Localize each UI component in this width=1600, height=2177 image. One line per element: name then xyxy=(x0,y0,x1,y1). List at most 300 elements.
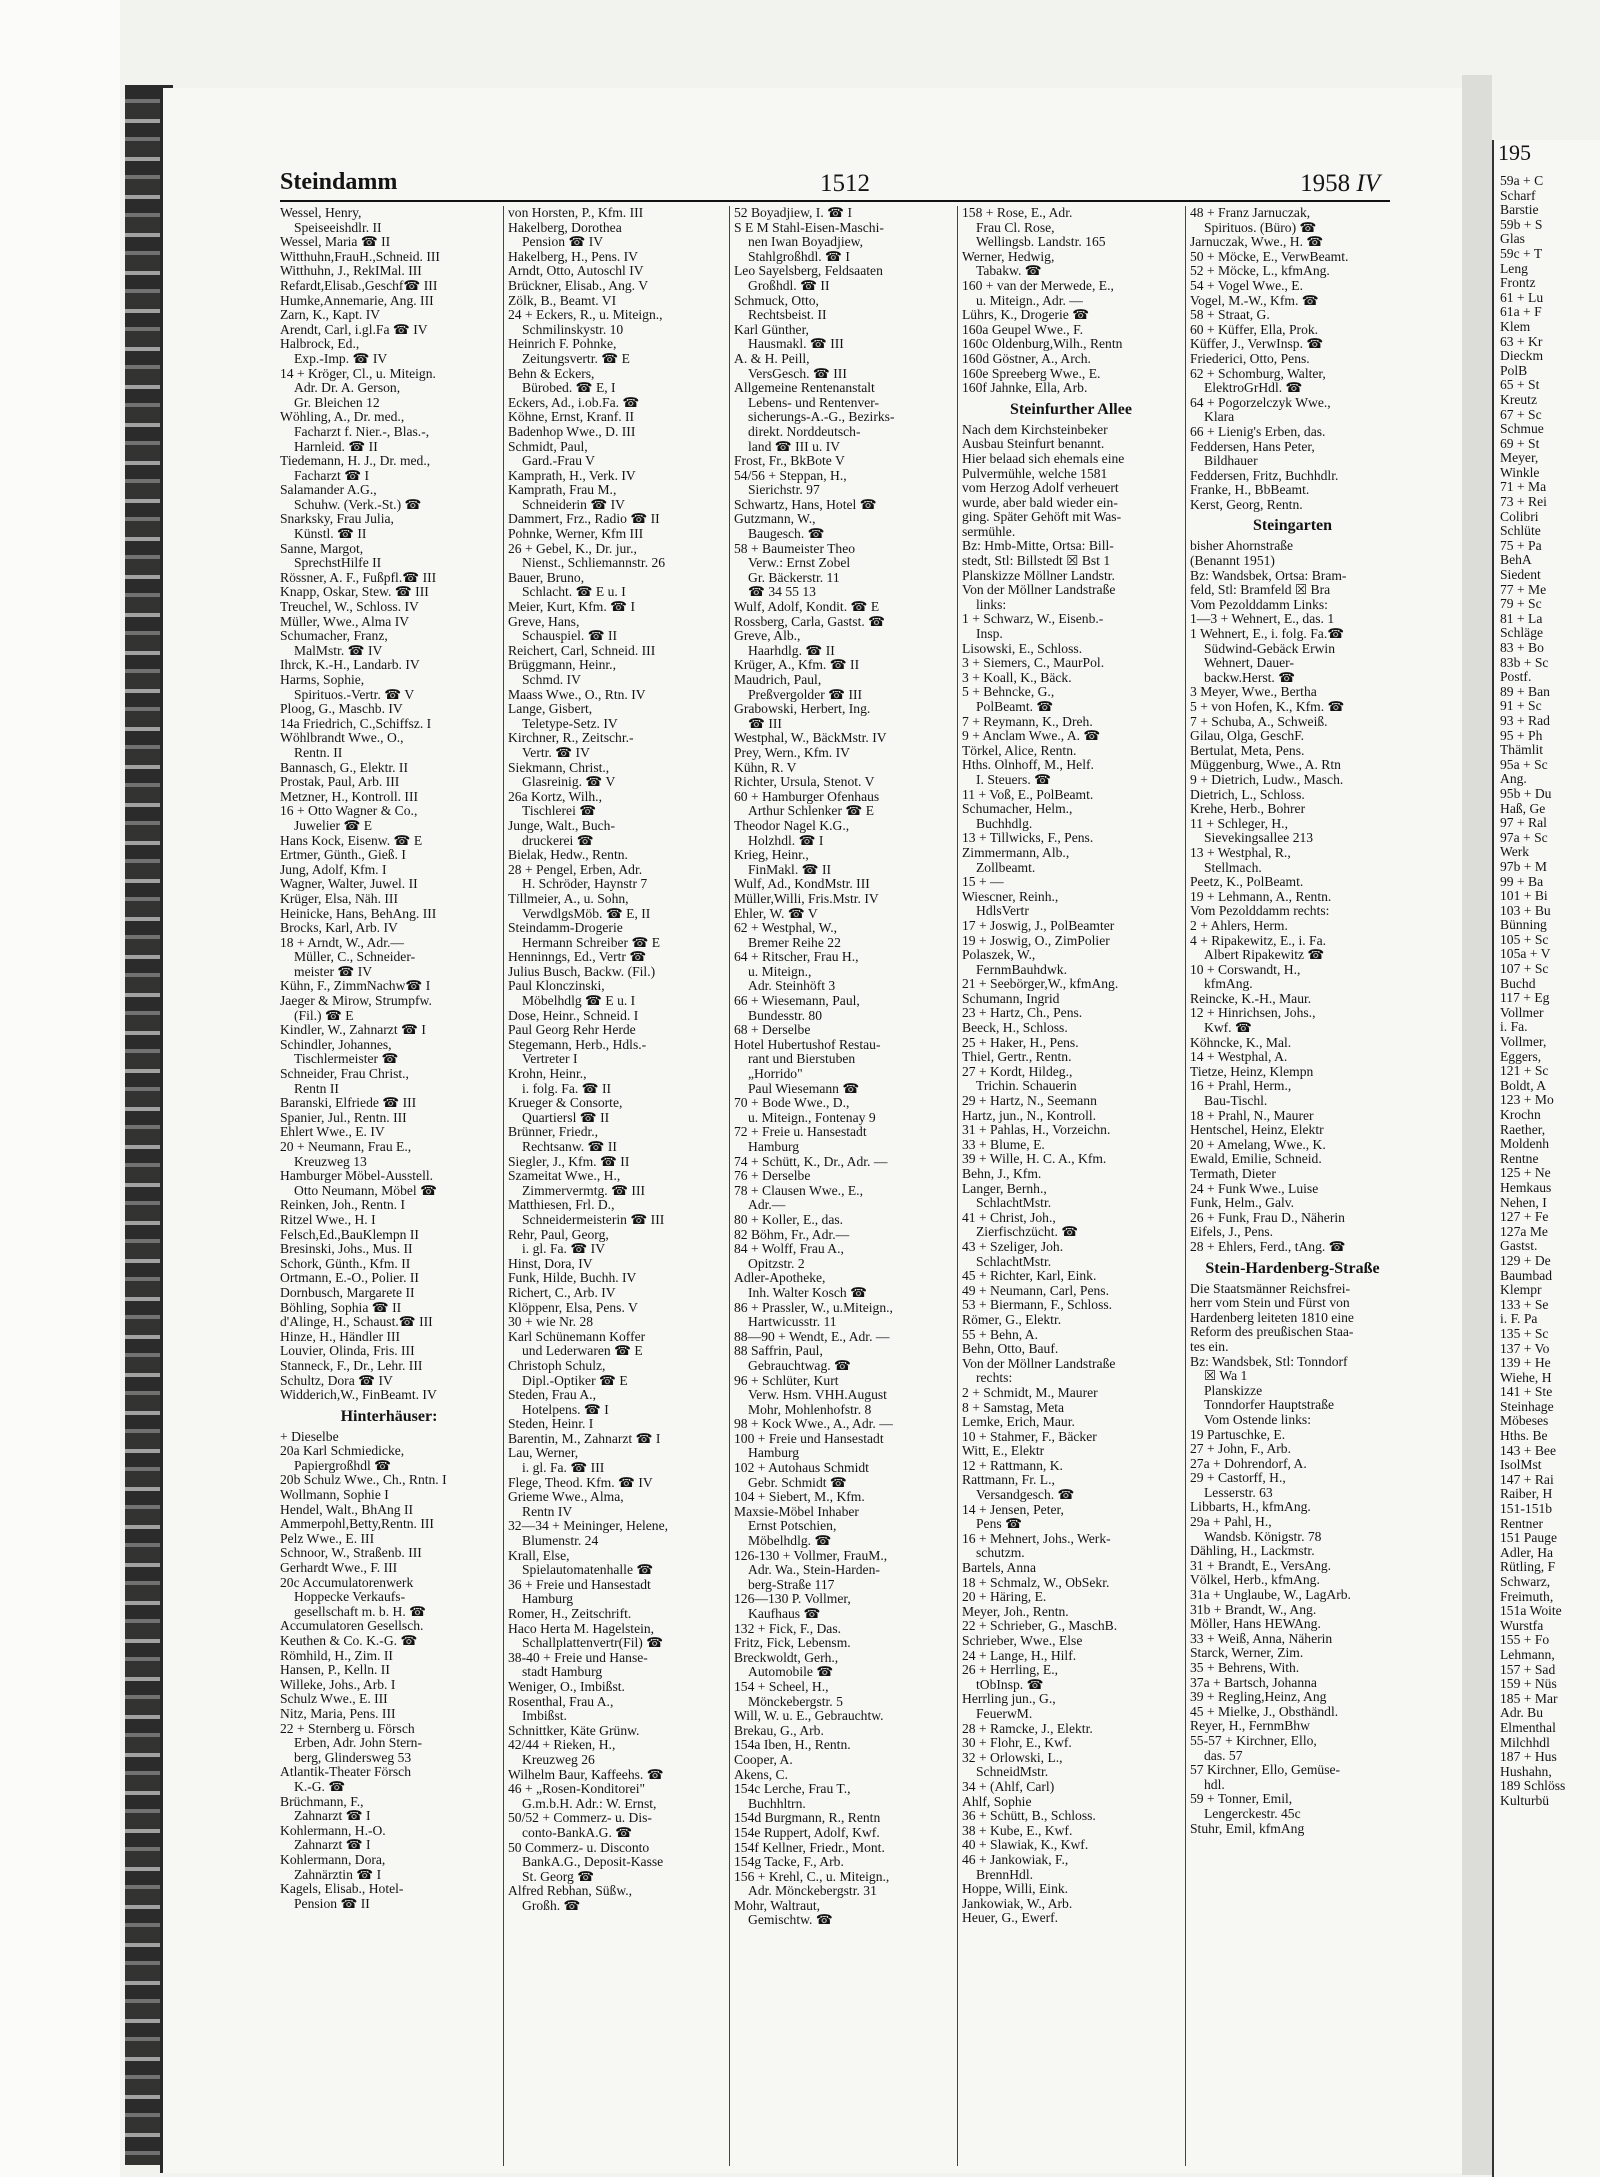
directory-entry: Zimmermann, Alb., xyxy=(962,845,1070,860)
directory-entry: 64 + Ritscher, Frau H., xyxy=(734,950,859,965)
directory-entry: 62 + Westphal, W., xyxy=(734,921,837,936)
directory-entry: Ihrck, K.-H., Landarb. IV xyxy=(280,658,420,673)
next-page-entry: 77 + Me xyxy=(1500,581,1547,597)
next-page-entry: 107 + Sc xyxy=(1500,961,1549,977)
directory-entry: Jung, Adolf, Kfm. I xyxy=(280,862,387,877)
next-page-entry: 103 + Bu xyxy=(1500,902,1551,918)
directory-entry: Brüggmann, Heinr., xyxy=(508,658,616,673)
directory-entry: Harms, Sophie, xyxy=(280,673,365,687)
directory-entry: Matthiesen, Frl. D., xyxy=(508,1198,615,1213)
directory-entry: Nitz, Maria, Pens. III xyxy=(280,1706,396,1721)
directory-entry: Spirituos.-Vertr. ☎ V xyxy=(294,687,415,702)
next-page-entry: Meyer, xyxy=(1500,450,1539,466)
directory-entry: Pohnke, Werner, Kfm III xyxy=(508,527,644,542)
directory-entry: Schultz, Dora ☎ IV xyxy=(280,1373,393,1388)
column-divider xyxy=(729,206,730,2166)
directory-entry: Teletype-Setz. IV xyxy=(522,716,618,731)
directory-entry: Reincke, K.-H., Maur. xyxy=(1190,991,1312,1006)
directory-entry: Opitzstr. 2 xyxy=(748,1256,805,1271)
directory-entry: Von der Möllner Landstraße xyxy=(962,583,1116,598)
directory-entry: Speiseeishdlr. II xyxy=(294,220,382,235)
directory-entry: und Lederwaren ☎ E xyxy=(522,1344,643,1359)
directory-entry: Behn & Eckers, xyxy=(508,366,595,381)
directory-entry: Zölk, B., Beamt. VI xyxy=(508,293,617,308)
directory-entry: Libbarts, H., kfmAng. xyxy=(1190,1500,1311,1515)
directory-entry: Werner, Hedwig, xyxy=(962,249,1055,264)
directory-entry: 26a Kortz, Wilh., xyxy=(508,789,602,804)
directory-entry: Thiel, Gertr., Rentn. xyxy=(962,1050,1072,1065)
next-page-entry: Schlüte xyxy=(1500,523,1541,539)
directory-entry: 26 + Funk, Frau D., Näherin xyxy=(1190,1210,1345,1225)
directory-entry: 4 + Ripakewitz, E., i. Fa. xyxy=(1190,933,1327,948)
next-page-entry: Colibri xyxy=(1500,508,1539,524)
directory-entry: 58 + Baumeister Theo xyxy=(734,541,856,556)
directory-entry: Lesserstr. 63 xyxy=(1204,1485,1273,1500)
next-page-entry: 99 + Ba xyxy=(1500,873,1544,889)
directory-entry: ☎ III xyxy=(748,716,782,731)
directory-entry: Treuchel, W., Schloss. IV xyxy=(280,600,419,615)
directory-entry: bisher Ahornstraße xyxy=(1190,539,1294,554)
directory-entry: 50/52 + Commerz- u. Dis- xyxy=(508,1811,652,1826)
directory-entry: Jankowiak, W., Arb. xyxy=(962,1896,1073,1911)
directory-entry: Gilau, Olga, GeschF. xyxy=(1190,729,1305,744)
directory-entry: Schumacher, Franz, xyxy=(280,629,388,644)
directory-entry: Schneidermeisterin ☎ III xyxy=(522,1212,665,1227)
directory-entry: hdl. xyxy=(1204,1777,1225,1792)
directory-entry: Klöppenr, Elsa, Pens. V xyxy=(508,1300,638,1315)
directory-entry: 132 + Fick, F., Das. xyxy=(734,1621,842,1636)
directory-entry: Hoppecke Verkaufs- xyxy=(294,1590,406,1605)
directory-entry: 40 + Slawiak, K., Kwf. xyxy=(962,1838,1089,1853)
directory-entry: Stellmach. xyxy=(1204,860,1262,875)
directory-entry: Wagner, Walter, Juwel. II xyxy=(280,877,418,892)
directory-entry: Grabowski, Herbert, Ing. xyxy=(734,702,871,717)
section-heading: Hinterhäuser: xyxy=(340,1407,438,1425)
directory-entry: Lisowski, E., Schloss. xyxy=(962,641,1083,656)
directory-entry: Behn, Otto, Bauf. xyxy=(962,1342,1059,1357)
next-page-entry: 151-151b xyxy=(1500,1501,1553,1517)
directory-entry: Greve, Alb., xyxy=(734,629,801,644)
directory-entry: Hamburg xyxy=(748,1446,800,1461)
directory-entry: 62 + Schomburg, Walter, xyxy=(1190,366,1326,381)
next-page-entry: 95 + Ph xyxy=(1500,727,1543,743)
directory-entry: VersGesch. ☎ III xyxy=(748,366,847,381)
column-divider xyxy=(503,206,504,2166)
directory-entry: Reichert, Carl, Schneid. III xyxy=(508,643,656,658)
next-page-lines xyxy=(1494,174,1600,1809)
directory-entry: sicherungs-A.-G., Bezirks- xyxy=(748,410,895,425)
directory-entry: Brocks, Karl, Arb. IV xyxy=(280,921,398,936)
directory-entry: Hoppe, Willi, Eink. xyxy=(962,1882,1069,1897)
next-page-entry: Scharf xyxy=(1500,187,1536,203)
directory-entry: ElektroGrHdl. ☎ xyxy=(1204,381,1303,396)
directory-entry: Arendt, Carl, i.gl.Fa ☎ IV xyxy=(280,322,428,337)
directory-entry: Nach dem Kirchsteinbeker xyxy=(962,422,1108,437)
directory-entry: Steden, Frau A., xyxy=(508,1388,596,1403)
next-page-entry: 137 + Vo xyxy=(1500,1340,1550,1356)
directory-entry: Wandsb. Königstr. 78 xyxy=(1204,1529,1322,1544)
directory-entry: Steindamm-Drogerie xyxy=(508,921,623,936)
directory-entry: Müller, C., Schneider- xyxy=(294,950,416,965)
directory-entry: Junge, Walt., Buch- xyxy=(508,818,616,833)
directory-entry: 10 + Corswandt, H., xyxy=(1190,962,1301,977)
next-page-entry: IsolMst xyxy=(1500,1457,1542,1473)
next-page-entry: 155 + Fo xyxy=(1500,1632,1550,1648)
directory-entry: Kagels, Elisab., Hotel- xyxy=(280,1882,404,1897)
directory-entry: Verw.: Ernst Zobel xyxy=(748,556,851,571)
directory-entry: Tischlermeister ☎ xyxy=(294,1052,399,1067)
directory-entry: Schneiderin ☎ IV xyxy=(522,497,626,512)
column-5 xyxy=(1190,206,1395,2166)
directory-entry: d'Alinge, H., Schaust.☎ III xyxy=(280,1315,433,1330)
directory-entry: ging. Später Gehöft mit Was- xyxy=(962,510,1122,525)
directory-entry: 54/56 + Steppan, H., xyxy=(734,468,847,483)
directory-entry: Witt, E., Elektr xyxy=(962,1444,1045,1459)
next-page-entry: Boldt, A xyxy=(1500,1077,1547,1093)
directory-entry: 9 + Dietrich, Ludw., Masch. xyxy=(1190,772,1344,787)
directory-entry: 154c Lerche, Frau T., xyxy=(734,1782,851,1797)
directory-entry: 14 + Jensen, Peter, xyxy=(962,1502,1064,1517)
directory-entry: Tillmeier, A., u. Sohn, xyxy=(508,891,629,906)
directory-entry: 13 + Westphal, R., xyxy=(1190,845,1291,860)
directory-entry: Spanier, Jul., Rentn. III xyxy=(280,1110,407,1125)
directory-entry: Salamander A.G., xyxy=(280,483,377,498)
next-page-entry: Ang. xyxy=(1500,771,1527,787)
directory-entry: HdlsVertr xyxy=(976,904,1029,919)
directory-entry: Flege, Theod. Kfm. ☎ IV xyxy=(508,1475,653,1490)
directory-entry: Köhncke, K., Mal. xyxy=(1190,1035,1292,1050)
directory-entry: Schumacher, Helm., xyxy=(962,802,1073,817)
directory-entry: Maudrich, Paul, xyxy=(734,673,822,687)
directory-entry: 160d Göstner, A., Arch. xyxy=(962,351,1091,366)
directory-entry: Heuer, G., Ewerf. xyxy=(962,1911,1059,1926)
next-page-entry: Hths. Be xyxy=(1500,1428,1548,1444)
next-page-entry: Vollmer, xyxy=(1500,1034,1547,1050)
next-page-entry: 151a Woite xyxy=(1500,1603,1562,1619)
directory-entry: 42/44 + Rieken, H., xyxy=(508,1738,616,1753)
directory-entry: 53 + Biermann, F., Schloss. xyxy=(962,1298,1113,1313)
directory-entry: Insp. xyxy=(976,627,1003,642)
directory-entry: Brünner, Friedr., xyxy=(508,1125,599,1140)
directory-entry: Ehlert Wwe., E. IV xyxy=(280,1125,385,1140)
next-page-entry: 83b + Sc xyxy=(1500,654,1549,670)
next-page-entry: 141 + Ste xyxy=(1500,1384,1553,1400)
directory-entry: Karl Günther, xyxy=(734,322,809,337)
directory-entry: Frost, Fr., BkBote V xyxy=(734,454,845,469)
directory-entry: SchlachtMstr. xyxy=(976,1254,1052,1269)
directory-entry: 21 + Seebörger,W., kfmAng. xyxy=(962,977,1119,992)
directory-entry: u. Miteign., Adr. — xyxy=(976,293,1083,308)
directory-entry: SchlachtMstr. xyxy=(976,1196,1052,1211)
directory-entry: u. Miteign., Fontenay 9 xyxy=(748,1110,876,1125)
directory-entry: 154f Kellner, Friedr., Mont. xyxy=(734,1840,885,1855)
section-heading: Steinfurther Allee xyxy=(1010,400,1132,418)
directory-entry: Adr.— xyxy=(748,1198,786,1213)
directory-entry: 84 + Wolff, Frau A., xyxy=(734,1242,844,1257)
next-page-entry: Schwarz, xyxy=(1500,1574,1551,1589)
directory-entry: Polaszek, W., xyxy=(962,948,1036,963)
directory-entry: 55 + Behn, A. xyxy=(962,1327,1039,1342)
directory-entry: Buchhdlg. xyxy=(976,816,1033,831)
directory-entry: Kindler, W., Zahnarzt ☎ I xyxy=(280,1023,426,1038)
directory-entry: backw.Herst. ☎ xyxy=(1204,670,1296,685)
next-page-entry: 65 + St xyxy=(1500,377,1540,393)
directory-entry: Snarksky, Frau Julia, xyxy=(280,512,394,527)
next-page-entry: 89 + Ban xyxy=(1500,683,1550,699)
directory-entry: 14 + Westphal, A. xyxy=(1190,1050,1288,1065)
directory-entry: Sanne, Margot, xyxy=(280,541,364,556)
directory-entry: Wessel, Henry, xyxy=(280,206,362,220)
directory-entry: Halbrock, Ed., xyxy=(280,337,360,352)
directory-entry: Herrling jun., G., xyxy=(962,1692,1056,1707)
next-page-entry: 139 + He xyxy=(1500,1355,1551,1371)
directory-entry: Gerhardt Wwe., F. III xyxy=(280,1561,398,1576)
directory-entry: Siekmann, Christ., xyxy=(508,760,610,775)
next-page-entry: Barstie xyxy=(1500,202,1539,218)
directory-entry: Heinrich F. Pohnke, xyxy=(508,337,617,352)
next-page-entry: Lehmann, xyxy=(1500,1646,1555,1662)
directory-entry: Hinst, Dora, IV xyxy=(508,1256,593,1271)
directory-entry: Spirituos. (Büro) ☎ xyxy=(1204,220,1317,235)
next-page-entry: Klempr xyxy=(1500,1282,1542,1298)
directory-entry: Schork, Günth., Kfm. II xyxy=(280,1256,411,1271)
directory-entry: sermühle. xyxy=(962,524,1016,539)
directory-entry: 68 + Derselbe xyxy=(734,1023,811,1038)
directory-entry: Vom Pezolddamm rechts: xyxy=(1190,904,1330,919)
directory-entry: Kaufhaus ☎ xyxy=(748,1607,821,1621)
directory-entry: Hier belaad sich ehemals eine xyxy=(962,451,1125,466)
directory-entry: 29 + Hartz, N., Seemann xyxy=(962,1094,1097,1109)
directory-entry: Schumann, Ingrid xyxy=(962,991,1060,1006)
directory-entry: Ertmer, Günth., Gieß. I xyxy=(280,848,406,863)
directory-entry: Feddersen, Fritz, Buchhdlr. xyxy=(1190,468,1339,483)
directory-entry: 20c Accumulatorenwerk xyxy=(280,1575,414,1590)
directory-entry: Inh. Walter Kosch ☎ xyxy=(748,1285,868,1300)
directory-entry: Kohlermann, H.-O. xyxy=(280,1823,386,1838)
directory-entry: Hausmakl. ☎ III xyxy=(748,337,844,352)
next-page-entry: Werk xyxy=(1500,844,1530,860)
directory-entry: BankA.G., Deposit-Kasse xyxy=(522,1855,664,1870)
next-page-entry: Möbeses xyxy=(1500,1413,1549,1429)
directory-entry: „Horrido" xyxy=(748,1067,803,1082)
directory-entry: Bremer Reihe 22 xyxy=(748,935,841,950)
directory-entry: Adr. Steinhöft 3 xyxy=(748,979,836,994)
directory-entry: 160 + van der Merwede, E., xyxy=(962,278,1114,293)
directory-entry: Ernst Potschien, xyxy=(748,1519,837,1534)
year-volume xyxy=(1300,170,1380,198)
directory-entry: Arndt, Otto, Autoschl IV xyxy=(508,264,644,279)
directory-entry: Theodor Nagel K.G., xyxy=(734,818,850,833)
directory-entry: 45 + Mielke, J., Obsthändl. xyxy=(1190,1704,1339,1719)
directory-entry: Vom Ostende links: xyxy=(1204,1412,1311,1427)
directory-entry: K.-G. ☎ xyxy=(294,1779,346,1794)
next-page-entry: Adr. Bu xyxy=(1500,1705,1544,1721)
directory-entry: 36 + Freie und Hansestadt xyxy=(508,1577,651,1592)
directory-entry: 28 + Ehlers, Ferd., tAng. ☎ xyxy=(1190,1239,1346,1254)
directory-entry: Albert Ripakewitz ☎ xyxy=(1204,948,1325,963)
directory-entry: Stuhr, Emil, kfmAng xyxy=(1190,1821,1305,1836)
directory-entry: rant und Bierstuben xyxy=(748,1052,856,1067)
directory-entry: Brückner, Elisab., Ang. V xyxy=(508,278,649,293)
directory-entry: wurde, aber bald wieder ein- xyxy=(962,495,1118,510)
next-page-entry: Adler, Ha xyxy=(1500,1544,1554,1560)
directory-entry: Pens ☎ xyxy=(976,1517,1023,1532)
directory-entry: Brekau, G., Arb. xyxy=(734,1723,824,1738)
directory-entry: Christoph Schulz, xyxy=(508,1358,606,1373)
directory-entry: rechts: xyxy=(976,1371,1013,1386)
next-page-entry: 95b + Du xyxy=(1500,785,1552,801)
directory-entry: FinMakl. ☎ II xyxy=(748,862,832,877)
directory-entry: 31 + Brandt, E., VersAng. xyxy=(1190,1558,1332,1573)
directory-entry: 160c Oldenburg,Wilh., Rentn xyxy=(962,337,1123,352)
directory-entry: Preßvergolder ☎ III xyxy=(748,687,863,702)
directory-entry: Starck, Werner, Zim. xyxy=(1190,1646,1304,1661)
directory-entry: 20a Karl Schmiedicke, xyxy=(280,1444,405,1459)
directory-entry: Hartz, jun., N., Kontroll. xyxy=(962,1108,1097,1123)
directory-entry: Rattmann, Fr. L., xyxy=(962,1473,1055,1488)
directory-entry: 38-40 + Freie und Hanse- xyxy=(508,1650,648,1665)
next-page-entry: Raether, xyxy=(1500,1121,1546,1137)
directory-entry: Wöhling, A., Dr. med., xyxy=(280,410,405,425)
directory-entry: (Fil.) ☎ E xyxy=(294,1008,354,1023)
directory-entry: Hotel Hubertushof Restau- xyxy=(734,1037,881,1052)
directory-entry: 48 + Franz Jarnuczak, xyxy=(1190,206,1311,220)
directory-entry: 96 + Schlüter, Kurt xyxy=(734,1373,839,1388)
directory-entry: Refardt,Elisab.,Geschf☎ III xyxy=(280,278,438,293)
directory-entry: 43 + Szeliger, Joh. xyxy=(962,1239,1064,1254)
directory-entry: Hamburger Möbel-Ausstell. xyxy=(280,1169,434,1184)
directory-entry: St. Georg ☎ xyxy=(522,1869,595,1884)
directory-entry: Adr. Wa., Stein-Harden- xyxy=(748,1563,880,1578)
directory-entry: 20 + Neumann, Frau E., xyxy=(280,1140,412,1154)
next-page-entry: 127 + Fe xyxy=(1500,1209,1549,1225)
next-page-entry: 61a + F xyxy=(1500,304,1542,320)
page-number: 1512 xyxy=(820,170,870,197)
directory-entry: 160e Spreeberg Wwe., E. xyxy=(962,366,1101,381)
directory-entry: 31a + Unglaube, W., LagArb. xyxy=(1190,1588,1351,1603)
directory-entry: 32 + Orlowski, L., xyxy=(962,1750,1063,1765)
column-4 xyxy=(962,206,1180,2166)
directory-entry: Romer, H., Zeitschrift. xyxy=(508,1607,632,1621)
directory-entry: Völkel, Herb., kfmAng. xyxy=(1190,1573,1320,1588)
directory-entry: Zierfischzücht. ☎ xyxy=(976,1225,1079,1240)
directory-entry: 14 + Kröger, Cl., u. Miteign. xyxy=(280,366,436,381)
next-page-entry: Vollmer xyxy=(1500,1004,1544,1020)
directory-entry: Jaeger & Mirow, Strumpfw. xyxy=(280,994,432,1009)
directory-entry: Großh. ☎ xyxy=(522,1898,581,1913)
directory-entry: 32—34 + Meininger, Helene, xyxy=(508,1519,669,1534)
directory-entry: 160a Geupel Wwe., F. xyxy=(962,322,1083,337)
directory-entry: Schindler, Johannes, xyxy=(280,1037,392,1052)
directory-entry: Jarnuczak, Wwe., H. ☎ xyxy=(1190,235,1324,250)
directory-entry: Greve, Hans, xyxy=(508,614,580,629)
directory-entry: Friederici, Otto, Pens. xyxy=(1190,351,1310,366)
directory-entry: Reform des preußischen Staa- xyxy=(1190,1325,1354,1340)
directory-entry: Brüchmann, F., xyxy=(280,1794,364,1809)
directory-entry: 19 Partuschke, E. xyxy=(1190,1427,1286,1442)
directory-entry: Schmilinskystr. 10 xyxy=(522,322,624,337)
directory-entry: Zahnarzt ☎ I xyxy=(294,1838,371,1853)
directory-entry: Kreuzweg 26 xyxy=(522,1752,595,1767)
directory-entry: 29 + Castorff, H., xyxy=(1190,1471,1286,1486)
directory-entry: Bertulat, Meta, Pens. xyxy=(1190,743,1305,758)
directory-entry: Lebens- und Rentenver- xyxy=(748,395,880,410)
directory-entry: Möbelhdlg. ☎ xyxy=(748,1534,832,1549)
directory-entry: Rossberg, Carla, Gastst. ☎ xyxy=(734,614,886,629)
directory-entry: Krüger, A., Kfm. ☎ II xyxy=(734,658,860,673)
directory-entry: i. gl. Fa. ☎ IV xyxy=(522,1242,606,1257)
directory-entry: Böhling, Sophia ☎ II xyxy=(280,1300,402,1315)
directory-entry: meister ☎ IV xyxy=(294,964,373,979)
directory-entry: Pelz Wwe., E. III xyxy=(280,1531,375,1546)
directory-entry: Adler-Apotheke, xyxy=(734,1271,826,1286)
directory-entry: 80 + Koller, E., das. xyxy=(734,1212,844,1227)
directory-entry: Erben, Adr. John Stern- xyxy=(294,1736,422,1751)
directory-entry: Krueger & Consorte, xyxy=(508,1096,623,1111)
directory-entry: Weniger, O., Imbißst. xyxy=(508,1679,625,1694)
next-page-entry: 127a Me xyxy=(1500,1223,1548,1239)
directory-entry: Hotelpens. ☎ I xyxy=(522,1402,609,1417)
directory-entry: Wulf, Adolf, Kondit. ☎ E xyxy=(734,600,880,615)
directory-entry: Facharzt ☎ I xyxy=(294,468,370,483)
directory-entry: Hamburg xyxy=(522,1592,574,1607)
street-title: Steindamm xyxy=(280,169,398,195)
directory-entry: 16 + Prahl, Herm., xyxy=(1190,1079,1292,1094)
directory-entry: G.m.b.H. Adr.: W. Ernst, xyxy=(522,1796,657,1811)
directory-entry: Termath, Dieter xyxy=(1190,1167,1276,1181)
directory-entry: Bau-Tischl. xyxy=(1204,1094,1268,1109)
next-page-entry: 117 + Eg xyxy=(1500,990,1550,1006)
directory-entry: u. Miteign., xyxy=(748,964,812,979)
directory-entry: 102 + Autohaus Schmidt xyxy=(734,1461,869,1476)
next-page-entry: Siedent xyxy=(1500,567,1541,583)
directory-entry: 15 + — xyxy=(962,875,1004,890)
directory-entry: Julius Busch, Backw. (Fil.) xyxy=(508,964,656,979)
next-page-entry: 129 + De xyxy=(1500,1252,1551,1268)
directory-entry: 33 + Blume, E. xyxy=(962,1137,1045,1152)
directory-entry: Gutzmann, W., xyxy=(734,512,816,527)
directory-entry: Imbißst. xyxy=(522,1709,567,1724)
column-1 xyxy=(280,206,498,2166)
directory-entry: 12 + Rattmann, K. xyxy=(962,1458,1063,1473)
directory-entry: Rehr, Paul, Georg, xyxy=(508,1227,609,1242)
directory-entry: 27a + Dohrendorf, A. xyxy=(1190,1456,1307,1471)
directory-entry: 14a Friedrich, C.,Schiffsz. I xyxy=(280,716,432,731)
directory-entry: Otto Neumann, Möbel ☎ xyxy=(294,1183,438,1198)
directory-entry: FernmBauhdwk. xyxy=(976,962,1067,977)
directory-entry: Westphal, W., BäckMstr. IV xyxy=(734,731,887,746)
next-page-entry: Hemkaus xyxy=(1500,1179,1552,1195)
next-page-entry: Wurstfa xyxy=(1500,1617,1544,1633)
directory-entry: Kühn, R. V xyxy=(734,760,797,775)
next-page-entry: 189 Schlöss xyxy=(1500,1778,1566,1794)
directory-entry: Rössner, A. F., Fußpfl.☎ III xyxy=(280,570,437,585)
directory-entry: 76 + Derselbe xyxy=(734,1169,811,1184)
directory-entry: 41 + Christ, Joh., xyxy=(962,1210,1056,1225)
directory-entry: Bielak, Hedw., Rentn. xyxy=(508,848,628,863)
next-page-entry: Elmenthal xyxy=(1500,1719,1556,1735)
directory-entry: Bildhauer xyxy=(1204,454,1258,469)
directory-entry: VerwdlgsMöb. ☎ E, II xyxy=(522,906,651,921)
directory-entry: 156 + Krehl, C., u. Miteign., xyxy=(734,1869,890,1884)
directory-entry: Schlacht. ☎ E u. I xyxy=(522,585,626,600)
directory-entry: Buchhltrn. xyxy=(748,1796,806,1811)
directory-entry: Bz: Wandsbek, Stl: Tonndorf xyxy=(1190,1354,1348,1369)
directory-entry: 19 + Joswig, O., ZimPolier xyxy=(962,933,1110,948)
directory-entry: 28 + Ramcke, J., Elektr. xyxy=(962,1721,1093,1736)
directory-entry: 17 + Joswig, J., PolBeamter xyxy=(962,918,1115,933)
volume: IV xyxy=(1356,170,1380,197)
